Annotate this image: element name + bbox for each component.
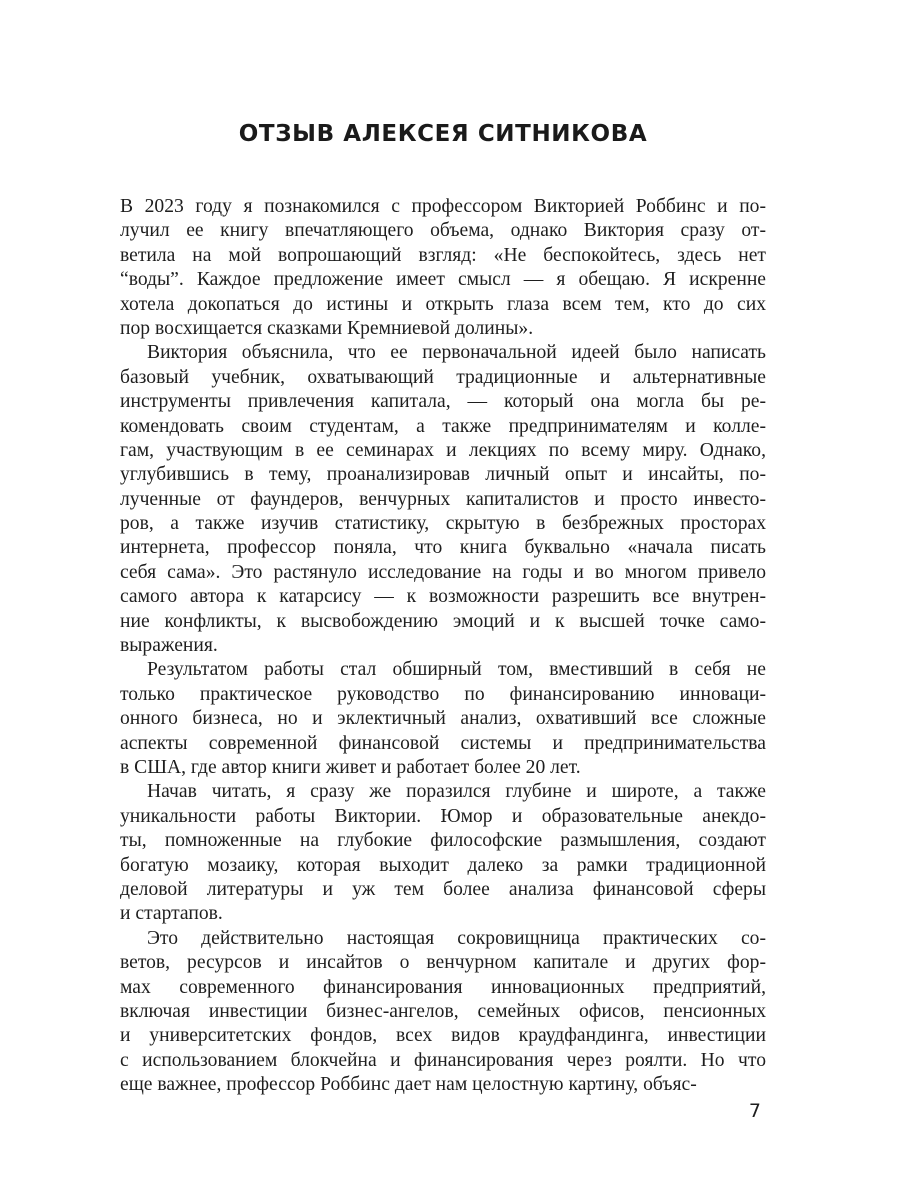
text-line: уникальности работы Виктории. Юмор и образовательные анекдо- bbox=[120, 805, 766, 827]
text-line: комендовать своим студентам, а также предпринимателям и колле- bbox=[120, 415, 766, 437]
text-line: гам, участвующим в ее семинарах и лекциях по всему миру. Однако, bbox=[120, 439, 766, 461]
paragraph bbox=[120, 658, 766, 780]
chapter-heading: ОТЗЫВ АЛЕКСЕЯ СИТНИКОВА bbox=[238, 121, 648, 147]
text-line: и стартапов. bbox=[120, 903, 223, 925]
paragraph bbox=[120, 195, 766, 341]
paragraph bbox=[120, 927, 766, 1098]
text-line: еще важнее, профессор Роббинс дает нам целостную картину, объяс- bbox=[120, 1074, 697, 1096]
body-text bbox=[120, 195, 766, 1097]
text-line: пор восхищается сказками Кремниевой долины». bbox=[120, 317, 534, 339]
text-line: Результатом работы стал обширный том, вместивший в себя не bbox=[147, 659, 766, 681]
text-line: себя сама». Это растянуло исследование на годы и во многом привело bbox=[120, 561, 766, 583]
text-line: и университетских фондов, всех видов краудфандинга, инвестиции bbox=[120, 1025, 766, 1047]
text-line: аспекты современной финансовой системы и предпринимательства bbox=[120, 732, 766, 754]
text-line: богатую мозаику, которая выходит далеко за рамки традиционной bbox=[120, 854, 766, 876]
text-line: с использованием блокчейна и финансирования через роялти. Но что bbox=[120, 1049, 766, 1071]
paragraph bbox=[120, 780, 766, 926]
text-line: “воды”. Каждое предложение имеет смысл — я обещаю. Я искренне bbox=[120, 269, 766, 291]
page-number: 7 bbox=[748, 1100, 761, 1122]
text-line: инструменты привлечения капитала, — который она могла бы ре- bbox=[120, 391, 766, 413]
text-line: интернета, профессор поняла, что книга буквально «начала писать bbox=[120, 537, 766, 559]
text-line: ты, помноженные на глубокие философские размышления, создают bbox=[120, 830, 766, 852]
text-line: выражения. bbox=[120, 635, 218, 657]
text-line: ров, а также изучив статистику, скрытую в безбрежных просторах bbox=[120, 513, 766, 535]
text-line: Начав читать, я сразу же поразился глубине и широте, а также bbox=[147, 781, 766, 803]
text-line: мах современного финансирования инновационных предприятий, bbox=[120, 976, 766, 998]
text-line: лученные от фаундеров, венчурных капиталистов и просто инвесто- bbox=[120, 488, 766, 510]
text-line: Виктория объяснила, что ее первоначальной идеей было написать bbox=[147, 342, 766, 364]
text-line: только практическое руководство по финансированию инноваци- bbox=[120, 683, 766, 705]
text-line: включая инвестиции бизнес-ангелов, семейных офисов, пенсионных bbox=[120, 1000, 766, 1022]
text-line: ветов, ресурсов и инсайтов о венчурном капитале и других фор- bbox=[120, 952, 766, 974]
text-line: в США, где автор книги живет и работает более 20 лет. bbox=[120, 756, 581, 778]
text-line: лучил ее книгу впечатляющего объема, однако Виктория сразу от- bbox=[120, 220, 766, 242]
text-line: онного бизнеса, но и эклектичный анализ, охвативший все сложные bbox=[120, 708, 766, 730]
text-line: хотела докопаться до истины и открыть глаза всем тем, кто до сих bbox=[120, 293, 766, 315]
text-line: Это действительно настоящая сокровищница практических со- bbox=[147, 927, 766, 949]
text-line: самого автора к катарсису — к возможности разрешить все внутрен- bbox=[120, 586, 766, 608]
text-line: базовый учебник, охватывающий традиционные и альтернативные bbox=[120, 366, 766, 388]
text-line: ние конфликты, к высвобождению эмоций и к высшей точке само- bbox=[120, 610, 766, 632]
text-line: ветила на мой вопрошающий взгляд: «Не беспокойтесь, здесь нет bbox=[120, 244, 766, 266]
paragraph bbox=[120, 341, 766, 658]
text-line: В 2023 году я познакомился с профессором Викторией Роббинс и по- bbox=[120, 196, 766, 217]
text-line: углубившись в тему, проанализировав личный опыт и инсайты, по- bbox=[120, 464, 766, 486]
text-line: деловой литературы и уж тем более анализа финансовой сферы bbox=[120, 878, 766, 900]
